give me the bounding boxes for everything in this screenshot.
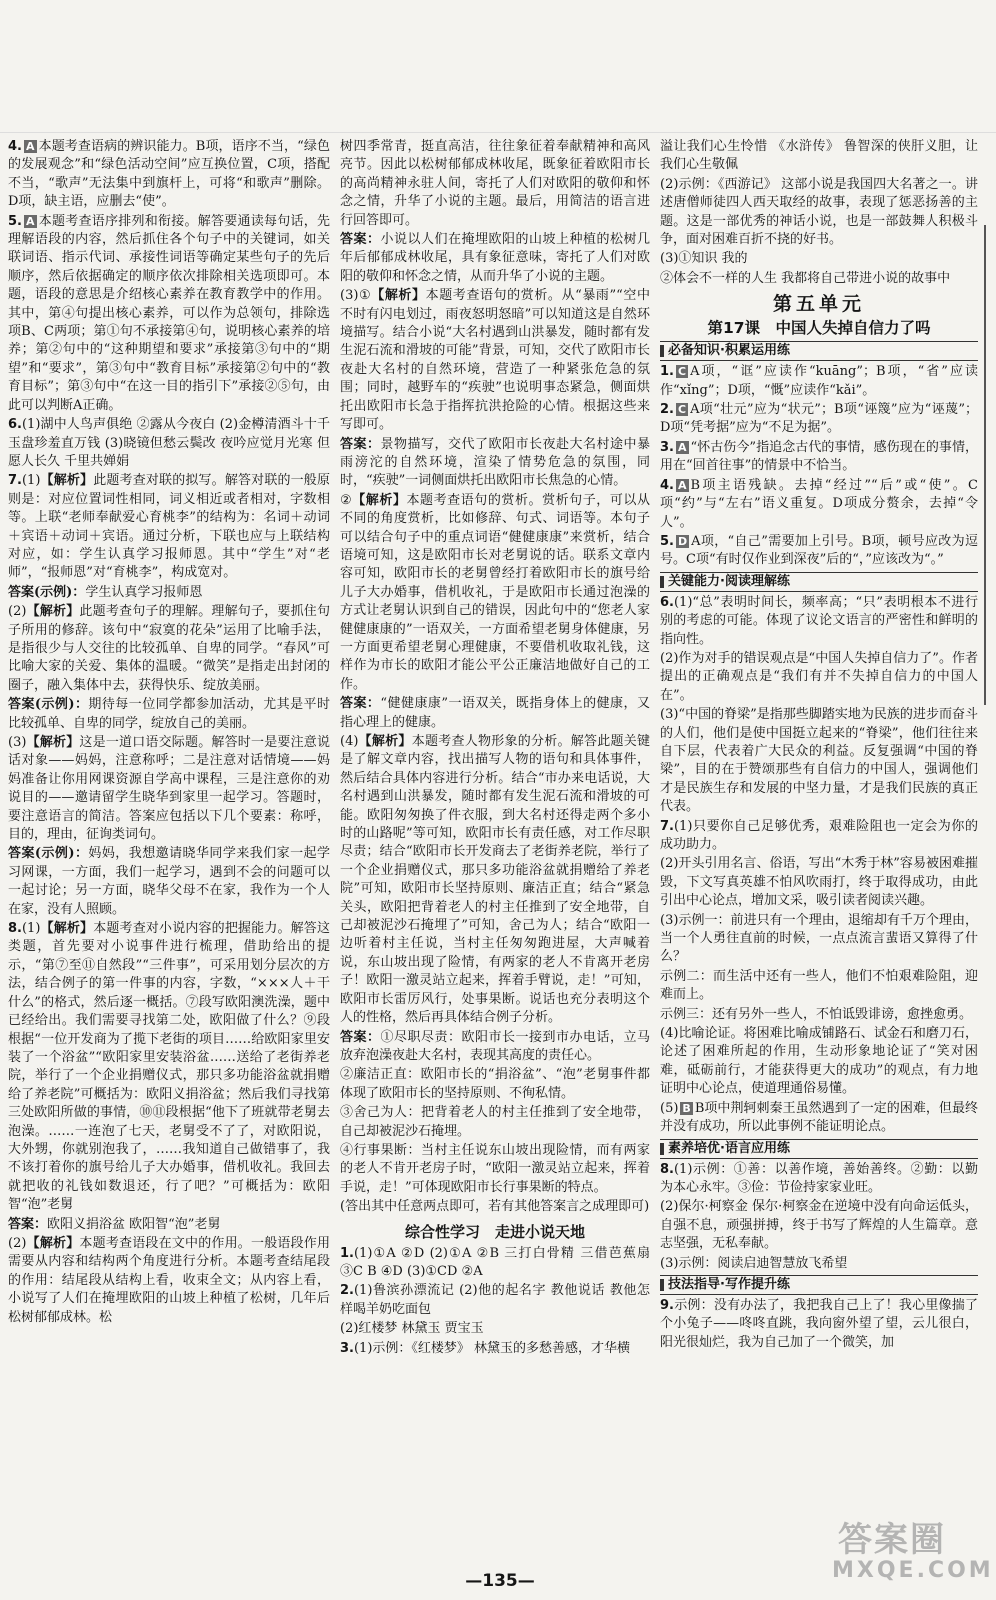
- choice-answer-box: A: [25, 214, 35, 228]
- answer-item: [660, 1100, 978, 1137]
- paragraph-text: “怀古伤今”指追念古代的事情，感伤现在的事情，用在“回首往事”的情景中不恰当。: [660, 439, 978, 474]
- answer-item: [340, 1142, 650, 1197]
- question-number: 6.: [660, 594, 674, 610]
- answer-item: [340, 287, 650, 434]
- answer-item: [660, 912, 978, 967]
- paragraph-text: A项，“自己”需要加上引号。B项，顿号应改为逗号。C项“有时仅作业到深夜”后的“，”应该改为“。”: [660, 533, 978, 568]
- paragraph-text: (2)作为对手的错误观点是“中国人失掉自信力了”。作者提出的正确观点是“我们有并不失掉自信力的中国人在”。: [660, 650, 978, 703]
- answer-label: 答案(示例)：: [8, 584, 86, 600]
- paragraph-text: ②廉洁正直：欧阳市长的“捐浴盆”、“泡”老舅事件都体现了欧阳市长的坚持原则、不徇私情。: [340, 1067, 650, 1101]
- paragraph-text: (1)示例：《红楼梦》 林黛玉的多愁善感，才华横: [353, 1340, 631, 1356]
- paragraph-text: ①尽职尽责：欧阳市长一接到市办电话，立马放弃泡澡夜赴大名村，表现其高度的责任心。: [340, 1029, 650, 1063]
- paragraph-text: (3)示例：阅读启迪智慧放飞希望: [660, 1255, 848, 1271]
- question-number: 1.: [340, 1245, 354, 1261]
- analysis-tag: 【解析】: [26, 1235, 80, 1251]
- column-left: [8, 138, 330, 1566]
- answer-item: [340, 1320, 650, 1338]
- paragraph-text: (3)①知识 我的: [660, 251, 748, 267]
- answer-label: 答案：: [340, 696, 381, 712]
- answer-item: [8, 472, 330, 582]
- paragraph-text: B项主语残缺。去掉“经过”“后”或“使”。C项“约”与“左右”语义重复。D项成分赘余，去掉“令人”。: [660, 477, 978, 530]
- choice-answer-box: C: [677, 403, 687, 417]
- answer-label: 答案：: [340, 1029, 381, 1045]
- paragraph-text: 欧阳义捐浴盆 欧阳智“泡”老舅: [47, 1216, 221, 1232]
- paragraph-text: 这是一道口语交际题。解答时一是要注意说话对象——妈妈，注意称呼；二是注意对话情境——妈妈准备让你用网课资源自学高中课程，三是注意你的劝说目的——邀请留学生晓华到家里一起学习。答题时，要注意语言的简洁。答案应包括以下几个要素：称呼，目的，理由，征询类词句。: [8, 735, 330, 843]
- question-number: 1.: [660, 364, 674, 380]
- answer-label: 答案(示例)：: [8, 846, 89, 862]
- paragraph-text: 本题考查语句的赏析。从“暴雨”“空中不时有闪电划过，雨夜怒明怒暗”可以知道这是自然环境描写。结合小说“大名村遇到山洪暴发，随时都有发生泥石流和滑坡的可能”背景，可知，交代了欧阳市长夜赴大名村的自然环境，营造了一种紧张危急的氛围；同时，越野车的“疾驶”也说明事态紧急，侧面烘托出欧阳市长急于指挥抗洪抢险的心情。根据这些来写即可。: [340, 288, 650, 433]
- analysis-tag: 【解析】: [371, 288, 426, 304]
- choice-answer-box: B: [682, 1101, 691, 1115]
- answer-item: [660, 650, 978, 705]
- paragraph-text: 期待每一位同学都参加活动，尤其是平时比较孤单、自卑的同学，绽放自己的美丽。: [8, 697, 330, 731]
- answer-item: [340, 138, 650, 230]
- answer-item: [8, 213, 330, 415]
- choice-answer-box: A: [25, 140, 35, 153]
- paragraph-text: 示例三：还有另外一些人，不怕诋毁诽谤，愈挫愈勇。: [660, 1006, 973, 1022]
- question-number: 4.: [660, 477, 674, 493]
- question-number: 4.: [8, 139, 22, 154]
- choice-answer-box: A: [677, 478, 687, 492]
- answer-item: [340, 695, 650, 732]
- paragraph-text: A项，“诓”应读作“kuāng”；B项，“省”应读作“xǐng”；D项，“慨”应读作“kǎi”。: [660, 364, 978, 398]
- paragraph-text: (答出其中任意两点即可，若有其他答案言之成理即可): [340, 1199, 650, 1215]
- answer-item: [340, 1104, 650, 1141]
- answer-item: [340, 733, 650, 1028]
- analysis-tag: 【解析】: [40, 921, 94, 937]
- paragraph-text: 本题考查语病的辨识能力。B项，语序不当，“绿色的发展观念”和“绿色活动空间”应互换位置，C项，搭配不当，“歌声”无法集中到旗杆上，可将“和歌声”删除。D项，缺主语，应删去“使”。: [8, 139, 330, 210]
- answer-item: [340, 1029, 650, 1066]
- answer-item: [340, 1198, 650, 1216]
- answer-item: [340, 436, 650, 491]
- choice-answer-box: C: [677, 365, 687, 379]
- paragraph-text: (3)“中国的脊梁”是指那些脚踏实地为民族的进步而奋斗的人们，他们是使中国挺立起来的“脊梁”，他们往往来自下层，代表着广大民众的利益。反复强调“中国的脊梁”，目的在于赞颂那些有自信力的中国人，强调他们才是民族生存和发展的中坚力量，才是我们民族的真正代表。: [660, 707, 978, 815]
- paragraph-text: (2): [8, 1235, 27, 1251]
- paragraph-text: (1)鲁滨孙漂流记 (2)他的起名字 教他说话 教他怎样喝羊奶吃面包: [340, 1283, 650, 1317]
- answer-item: [8, 845, 330, 919]
- answer-item: [660, 250, 978, 268]
- question-number: 8.: [8, 921, 22, 937]
- paragraph-text: (1)湖中人鸟声俱绝 ②露从今夜白 (2)金樽清酒斗十千 玉盘珍羞直万钱 (3)晓镜但愁云鬓改 夜吟应觉月光寒 但愿人长久 千里共婵娟: [8, 417, 330, 469]
- paragraph-text: (2): [8, 604, 27, 620]
- paragraph-text: (1)①A ②D (2)①A ②B 三打白骨精 三借芭蕉扇 ③C B ④D (3)①CD ②A: [340, 1245, 650, 1279]
- question-number: 6.: [8, 417, 22, 433]
- paragraph-text: 本题考查人物形象的分析。解答此题关键是了解文章内容，找出描写人物的语句和具体事件，然后结合具体内容进行分析。结合“市办来电话说，大名村遇到山洪暴发，随时都有发生泥石流和滑坡的可能。欧阳匆匆换了件衣服，到大名村还得走两个多小时的山路呢”等可知，欧阳市长有责任感，对工作尽职尽责；结合“欧阳市长开发商去了老街养老院，举行了一个企业捐赠仪式，那只多功能浴盆就捐赠给了养老院”可知，欧阳市长坚持原则、廉洁正直；结合“紧急关头，欧阳把背着老人的村主任推到了安全地带，自己却被泥沙石掩埋了”可知，舍己为人；结合“欧阳一边听着村主任说，当村主任匆匆跑进屋，大声喊着说，东山坡出现了险情，有两家的老人不肯离开老房子！欧阳一激灵站立起来，挥着手臂说，走！”可知，欧阳市长雷厉风行，处事果断。说话也充分表明这个人的性格，然后再具体结合例子分析。: [340, 734, 650, 1026]
- paragraph-text: 本题考查对小说内容的把握能力。解答这类题，首先要对小说事件进行梳理，借助给出的提示，“第⑦至⑪自然段”“三件事”，可采用划分层次的方法，结合例子的第一件事的内容，字数，“×××人＋干什么”的格式，然后逐一概括。⑦段写欧阳澳洗澡，题中已经给出。我们需要寻找第二处，欧阳做了什么？⑨段根据“一位开发商为了揽下老街的项目……给欧阳家里安装了一个浴盆”“欧阳家里安装浴盆……送给了老街养老院，举行了一个企业捐赠仪式，那只多功能浴盆就捐赠给了养老院”可概括为：欧阳义捐浴盆；然后我们寻找第三处欧阳所做的事情，⑩⑪段根据“他下了班就带老舅去泡澡。……一连泡了七天，老舅受不了了，对欧阳说，大外甥，你就别泡我了，……我知道自己做错事了，我不该打着你的旗号给儿子大办婚事，借机收礼。我回去就把收的礼钱如数退还，行了吧？”可概括为：欧阳智“泡”老舅: [8, 921, 330, 1213]
- paragraph-text: ②: [340, 492, 353, 508]
- answer-item: [8, 696, 330, 733]
- unit-title: 第五单元: [772, 293, 865, 316]
- column-right: [660, 138, 978, 1566]
- question-number: 7.: [8, 473, 22, 489]
- answer-item: [8, 416, 330, 471]
- answer-item: [8, 1216, 330, 1234]
- choice-answer-box: A: [677, 440, 687, 454]
- question-number: 9.: [660, 1297, 674, 1313]
- question-number: 2.: [340, 1283, 354, 1299]
- paragraph-text: 此题考查对联的拟写。解答对联的一般原则是：对应位置词性相同，词义相近或者相对，字数相等。上联“老师奉献爱心育桃李”的结构为：名词＋动词＋宾语＋动词＋宾语。通过分析，下联也应与上联结构对应，如：学生认真学习报师恩。其中“学生”对“老师”，“报师恩”对“育桃李”，构成宽对。: [8, 473, 330, 581]
- analysis-tag: 【解析】: [352, 492, 407, 508]
- paragraph-text: 小说以人们在掩埋欧阳的山坡上种植的松树几年后郁郁成林收尾，具有象征意味，寄托了人们对欧阳的敬仰和怀念之情，从而升华了小说的主题。: [340, 232, 650, 284]
- answer-item: [660, 1006, 978, 1024]
- answer-label: 答案：: [340, 232, 381, 248]
- watermark-url: MXQE.COM: [832, 1558, 994, 1583]
- paragraph-text: 景物描写，交代了欧阳市长夜赴大名村途中暴雨滂沱的自然环境，渲染了情势危急的氛围，同时，“疾驶”一词侧面烘托出欧阳市长焦急的心情。: [340, 436, 650, 489]
- answer-item: [340, 231, 650, 286]
- section-header: 技法指导·写作提升练: [660, 1275, 978, 1295]
- choice-answer-box: D: [677, 534, 688, 548]
- paragraph-text: (4): [340, 734, 359, 749]
- paragraph-text: (1)只要你自己足够优秀，艰难险阻也一定会为你的成功助力。: [660, 818, 978, 852]
- answer-item: [660, 176, 978, 250]
- answer-item: [660, 138, 978, 175]
- answer-label: 答案(示例)：: [8, 697, 89, 713]
- paragraph-text: ②体会不一样的人生 我都将自己带进小说的故事中: [660, 270, 951, 286]
- paragraph-text: 本题考查语序排列和衔接。解答要通读每句话，先理解语段的内容，然后抓住各个句子中的关键词，如关联词语、指示代词、承接性词语等确定某些句子的先后顺序，然后依据确定的顺序依次排除相关选项即可。本题，语段的意思是介绍核心素养在教育教学中的作用。其中，第④句提出核心素养，可以作为总领句，排除选项B、C两项；第①句不承接第④句，说明核心素养的培养；第②句中的“这种期望和要求”承接第③句中的“期望”和“要求”，第③句中“教育目标”承接第②句中的“教育目标”；第③句中“在这一目的指引下”承接②⑤句，由此可以判断A正确。: [8, 213, 330, 413]
- paragraph-text: B项中荆轲刺秦王虽然遇到了一定的困难，但最终并没有成功，所以此事例不能证明论点。: [660, 1100, 978, 1135]
- answer-item: [660, 1025, 978, 1099]
- paragraph-text: (4)比喻论证。将困难比喻成铺路石、试金石和磨刀石，论述了困难所起的作用，生动形象地论证了“笑对困难，砥砺前行，才能获得更大的成功”的观点，有力地证明中心论点，使道理通俗易懂。: [660, 1026, 978, 1097]
- paragraph-text: (1)“总”表明时间长，频率高；“只”表明根本不进行别的考虑的可能。体现了议论文语言的严密性和鲜明的指向性。: [660, 594, 978, 647]
- analysis-tag: 【解析】: [358, 734, 412, 749]
- paragraph-text: 妈妈，我想邀请晓华同学来我们家一起学习网课，一方面，我们一起学习，遇到不会的问题可以一起讨论；另一方面，晓华父母不在家，我作为一个人在家，没有人照顾。: [8, 846, 330, 917]
- answer-item: [660, 401, 978, 438]
- paragraph-text: ③舍己为人：把背着老人的村主任推到了安全地带，自己却被泥沙石掩埋。: [340, 1105, 650, 1139]
- answer-item: [8, 138, 330, 212]
- answer-item: [660, 270, 978, 288]
- answer-item: [8, 603, 330, 695]
- answer-item: [8, 1235, 330, 1327]
- paragraph-text: 学生认真学习报师恩: [85, 584, 203, 600]
- answer-item: [8, 584, 330, 602]
- paragraph-text: (2)开头引用名言、俗语，写出“木秀于林”容易被困难摧毁，下文写真英雄不怕风吹雨打，终于取得成功，由此引出中心论点，增加文采，吸引读者阅读兴趣。: [660, 856, 978, 909]
- paragraph-text: 本题考查语句的赏析。赏析句子，可以从不同的角度赏析，比如修辞、句式、词语等。本句子可以结合句子中的重点词语“健健康康”来赏析，结合语境可知，这是欧阳市长对老舅说的话。联系文章内容可知，欧阳市长的老舅曾经打着欧阳市长的旗号给儿子大办婚事，借机收礼，于是欧阳市长通过泡澡的方式让老舅认识到自己的错误，因此句中的“您老人家健健康康的”一语双关，一方面希望老舅身体健康，另一方面更希望老舅心理健康，不要借机收取礼钱，这样作为市长的欧阳才能公平公正廉洁地做好自己的工作。: [340, 492, 650, 692]
- question-number: 3.: [340, 1340, 354, 1356]
- section-header: 必备知识·积累运用练: [660, 341, 978, 361]
- paragraph-text: 示例二：而生活中还有一些人，他们不怕艰难险阻，迎难而上。: [660, 968, 978, 1003]
- paragraph-text: “健健康康”一语双关，既指身体上的健康，又指心理上的健康。: [340, 696, 650, 730]
- answer-label: 答案：: [340, 436, 381, 452]
- answer-item: [660, 363, 978, 400]
- answer-item: [660, 1297, 978, 1352]
- page-edge-tab: [984, 225, 996, 705]
- watermark-logo: [820, 1512, 994, 1594]
- paragraph-text: 树四季常青，挺直高洁，往往象征着奉献精神和高风亮节。因此以松树郁郁成林收尾，既象征着欧阳市长的高尚精神永驻人间，寄托了人们对欧阳的敬仰和怀念之情，升华了小说的主题。最后，用简洁的语言进行回答即可。: [340, 139, 650, 228]
- paragraph-text: (2)示例：《西游记》 这部小说是我国四大名著之一。讲述唐僧师徒四人西天取经的故事，表现了惩恶扬善的主题。这是一部优秀的神话小说，也是一部鼓舞人积极斗争，面对困难百折不挠的好书。: [660, 176, 978, 248]
- section-header: 关键能力·阅读理解练: [660, 572, 978, 592]
- analysis-tag: 【解析】: [40, 473, 94, 489]
- answer-item: [340, 492, 650, 694]
- question-number: 7.: [660, 818, 674, 834]
- paragraph-text: 本题考查语段在文中的作用。一般语段作用需要从内容和结构两个角度进行分析。本题考查结尾段的作用：结尾段从结构上看，收束全文；从内容上看，小说写了人们在掩埋欧阳的山坡上种植了松树，几年后松树郁郁成林。松: [8, 1235, 330, 1325]
- answer-item: [340, 1282, 650, 1319]
- answer-item: [660, 533, 978, 570]
- paragraph-text: (2)红楼梦 林黛玉 贾宝玉: [340, 1321, 484, 1337]
- answer-item: [340, 1340, 650, 1358]
- answer-item: [660, 706, 978, 816]
- paragraph-text: 溢让我们心生怜惜 《水浒传》 鲁智深的侠肝义胆，让我们心生敬佩: [660, 139, 978, 173]
- paragraph-text: (2)保尔·柯察金 保尔·柯察金在逆境中没有向命运低头，自强不息，顽强拼搏，终于书写了辉煌的人生篇章。意志坚强，无私奉献。: [660, 1199, 978, 1252]
- answer-item: [660, 1198, 978, 1253]
- analysis-tag: 【解析】: [26, 604, 80, 620]
- top-rule: [0, 132, 996, 133]
- watermark-text: 答案圈: [838, 1520, 946, 1560]
- answer-label: 答案：: [8, 1216, 48, 1232]
- answer-item: [660, 1255, 978, 1273]
- paragraph-text: A项“壮元”应为“状元”；B项“诬篾”应为“诬蔑”；D项“凭考据”应为“不足为据”。: [660, 402, 978, 436]
- question-number: 5.: [8, 213, 22, 229]
- paragraph-text: (3)①: [340, 288, 372, 304]
- analysis-tag: 【解析】: [26, 735, 80, 750]
- answer-item: [660, 855, 978, 910]
- question-number: 8.: [660, 1161, 674, 1177]
- page-number: —135—: [465, 1571, 535, 1591]
- paragraph-text: (1)示例：①善：以善作境，善始善终。②勤：以勤为本心永牢。③俭：节俭持家家业旺。: [660, 1161, 978, 1195]
- question-number: 3.: [660, 439, 674, 455]
- paragraph-text: (3): [8, 735, 27, 750]
- answer-item: [660, 439, 978, 476]
- paragraph-text: ④行事果断：当村主任说东山坡出现险情，而有两家的老人不肯开老房子时，“欧阳一激灵站立起来，挥着手说，走！”可体现欧阳市长行事果断的特点。: [340, 1142, 650, 1195]
- answer-item: [660, 818, 978, 855]
- answer-item: [660, 594, 978, 649]
- paragraph-text: 此题考查句子的理解。理解句子，要抓住句子所用的修辞。该句中“寂寞的花朵”运用了比喻手法，是指很少与人交往的比较孤单、自卑的同学。“春风”可比喻大家的关爱、集体的温暖。“微笑”是指走出封闭的圈子，融入集体中去，获得快乐、绽放美丽。: [8, 604, 330, 693]
- section-title: 综合性学习 走进小说天地: [404, 1222, 585, 1241]
- answer-item: [340, 1245, 650, 1282]
- question-number: 5.: [660, 533, 674, 549]
- paragraph-text: (1): [21, 473, 41, 489]
- answer-item: [8, 734, 330, 844]
- answer-item: [660, 477, 978, 532]
- answer-item: [340, 1066, 650, 1103]
- answer-item: [8, 920, 330, 1215]
- lesson-title: 第17课 中国人失掉自信力了吗: [707, 319, 931, 338]
- paragraph-text: (5): [660, 1100, 679, 1116]
- section-header: 素养培优·语言应用练: [660, 1139, 978, 1159]
- answer-item: [660, 1161, 978, 1198]
- paragraph-text: (1): [21, 921, 41, 937]
- paragraph-text: 示例：没有办法了，我把我自己上了！我心里像揣了个小兔子——咚咚直跳，我向窗外望了望，云儿很白，阳光很灿烂，我为自己加了一个微笑，加: [660, 1297, 978, 1350]
- column-middle: [340, 138, 650, 1566]
- question-number: 2.: [660, 402, 674, 418]
- answer-item: [660, 968, 978, 1005]
- paragraph-text: (3)示例一：前进只有一个理由，退缩却有千万个理由，当一个人勇往直前的时候，一点点流言蜚语又算得了什么？: [660, 912, 978, 965]
